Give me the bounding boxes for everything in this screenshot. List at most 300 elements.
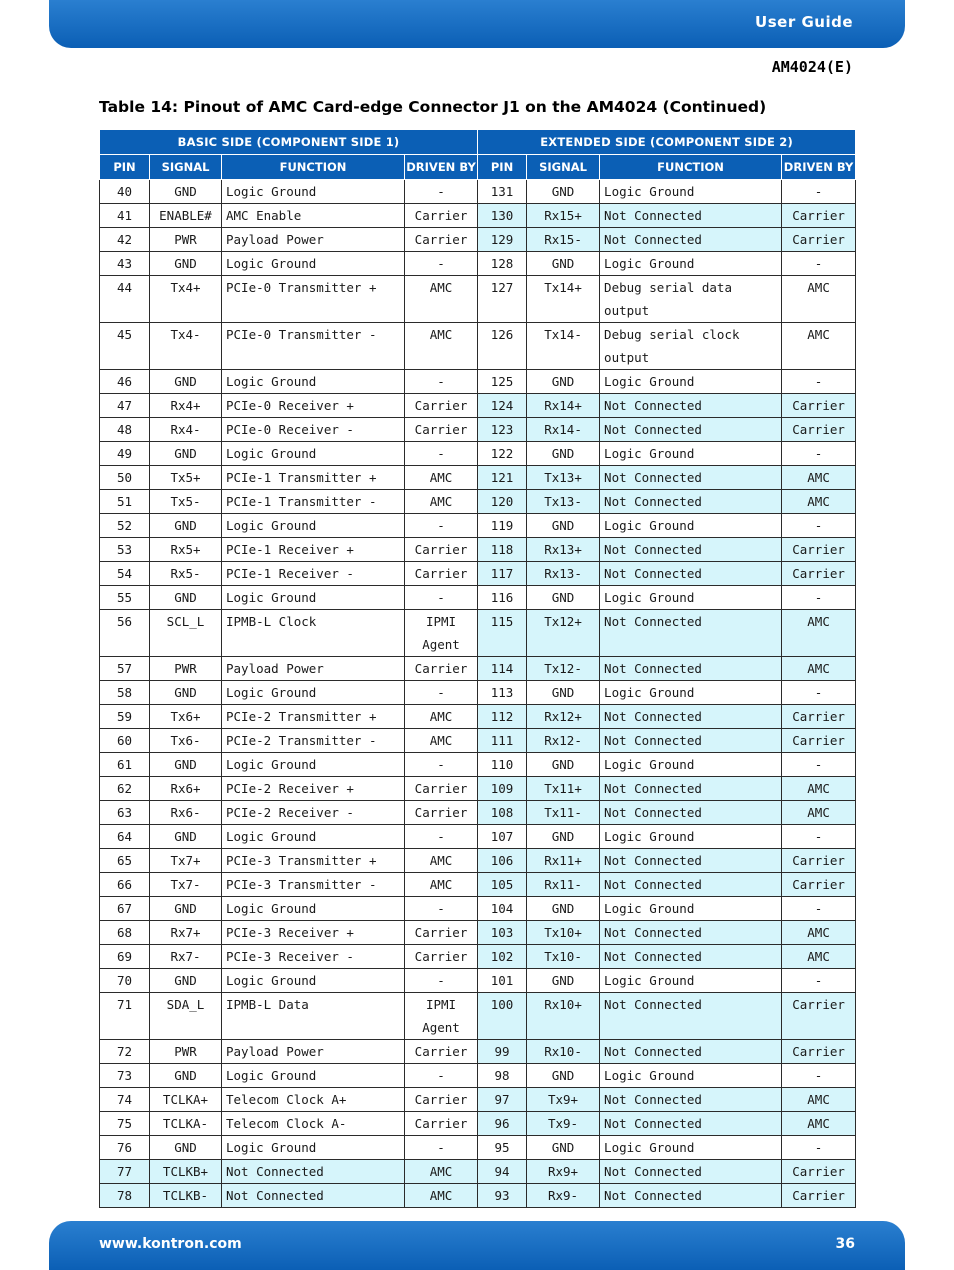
cell-signal: Rx14+ xyxy=(527,394,600,418)
cell-pin: 75 xyxy=(100,1112,150,1136)
cell-pin: 101 xyxy=(478,969,527,993)
cell-signal: GND xyxy=(527,1136,600,1160)
cell-pin: 62 xyxy=(100,777,150,801)
cell-signal: GND xyxy=(527,586,600,610)
cell-signal: Tx9- xyxy=(527,1112,600,1136)
col-driven-by: DRIVEN BY xyxy=(405,155,478,180)
cell-pin: 108 xyxy=(478,801,527,825)
table-row xyxy=(100,323,856,370)
cell-driven-by: Carrier xyxy=(405,204,478,228)
cell-pin: 53 xyxy=(100,538,150,562)
cell-function: Not Connected xyxy=(600,777,782,801)
page-number: 36 xyxy=(835,1236,855,1252)
table-row xyxy=(100,1088,856,1112)
cell-driven-by: AMC xyxy=(405,276,478,323)
cell-driven-by: Carrier xyxy=(405,801,478,825)
table-row xyxy=(100,945,856,969)
cell-driven-by: - xyxy=(405,969,478,993)
cell-function: Logic Ground xyxy=(600,180,782,204)
cell-signal: GND xyxy=(150,370,222,394)
col-function: FUNCTION xyxy=(600,155,782,180)
cell-signal: GND xyxy=(150,969,222,993)
cell-driven-by: - xyxy=(405,586,478,610)
cell-function: PCIe-2 Transmitter + xyxy=(222,705,405,729)
cell-driven-by: - xyxy=(405,1064,478,1088)
cell-pin: 71 xyxy=(100,993,150,1040)
cell-function: Not Connected xyxy=(600,1040,782,1064)
cell-signal: PWR xyxy=(150,228,222,252)
cell-pin: 44 xyxy=(100,276,150,323)
cell-function: Not Connected xyxy=(600,490,782,514)
cell-signal: Tx12+ xyxy=(527,610,600,657)
cell-function: Logic Ground xyxy=(222,180,405,204)
cell-driven-by: - xyxy=(405,681,478,705)
cell-signal: Rx9- xyxy=(527,1184,600,1208)
cell-signal: Rx5- xyxy=(150,562,222,586)
cell-pin: 43 xyxy=(100,252,150,276)
cell-pin: 63 xyxy=(100,801,150,825)
cell-signal: Tx14- xyxy=(527,323,600,370)
cell-pin: 99 xyxy=(478,1040,527,1064)
cell-function: PCIe-0 Transmitter - xyxy=(222,323,405,370)
cell-function: PCIe-0 Transmitter + xyxy=(222,276,405,323)
cell-driven-by: Carrier xyxy=(782,705,856,729)
cell-driven-by: Carrier xyxy=(405,777,478,801)
cell-function: IPMB-L Data xyxy=(222,993,405,1040)
cell-pin: 69 xyxy=(100,945,150,969)
cell-driven-by: - xyxy=(782,514,856,538)
cell-function: Logic Ground xyxy=(600,586,782,610)
cell-driven-by: AMC xyxy=(782,323,856,370)
cell-driven-by: Carrier xyxy=(405,921,478,945)
cell-driven-by: AMC xyxy=(782,1088,856,1112)
cell-driven-by: - xyxy=(782,1064,856,1088)
cell-function: Not Connected xyxy=(600,228,782,252)
cell-driven-by: Carrier xyxy=(405,1112,478,1136)
cell-function: Logic Ground xyxy=(600,969,782,993)
cell-pin: 130 xyxy=(478,204,527,228)
cell-pin: 67 xyxy=(100,897,150,921)
cell-signal: Rx12+ xyxy=(527,705,600,729)
cell-signal: Rx15- xyxy=(527,228,600,252)
cell-function: Not Connected xyxy=(600,418,782,442)
table-row xyxy=(100,252,856,276)
cell-driven-by: - xyxy=(782,897,856,921)
cell-pin: 126 xyxy=(478,323,527,370)
table-row xyxy=(100,897,856,921)
cell-signal: TCLKA+ xyxy=(150,1088,222,1112)
cell-signal: Tx10+ xyxy=(527,921,600,945)
cell-driven-by: - xyxy=(782,969,856,993)
cell-pin: 64 xyxy=(100,825,150,849)
cell-function: Logic Ground xyxy=(222,1064,405,1088)
cell-signal: Tx6+ xyxy=(150,705,222,729)
cell-signal: GND xyxy=(150,514,222,538)
cell-driven-by: - xyxy=(782,370,856,394)
col-function: FUNCTION xyxy=(222,155,405,180)
cell-signal: TCLKA- xyxy=(150,1112,222,1136)
cell-function: Logic Ground xyxy=(600,825,782,849)
cell-signal: Tx5+ xyxy=(150,466,222,490)
cell-driven-by: AMC xyxy=(782,657,856,681)
cell-signal: Rx5+ xyxy=(150,538,222,562)
cell-function: PCIe-3 Transmitter + xyxy=(222,849,405,873)
footer-url[interactable]: www.kontron.com xyxy=(99,1236,242,1252)
cell-signal: Tx7- xyxy=(150,873,222,897)
cell-driven-by: Carrier xyxy=(782,873,856,897)
cell-pin: 54 xyxy=(100,562,150,586)
table-row xyxy=(100,993,856,1040)
cell-driven-by: - xyxy=(405,514,478,538)
cell-pin: 94 xyxy=(478,1160,527,1184)
cell-function: Logic Ground xyxy=(222,753,405,777)
cell-pin: 65 xyxy=(100,849,150,873)
cell-signal: Tx7+ xyxy=(150,849,222,873)
cell-pin: 118 xyxy=(478,538,527,562)
cell-function: Not Connected xyxy=(600,1160,782,1184)
cell-function: Not Connected xyxy=(600,204,782,228)
cell-function: Not Connected xyxy=(600,657,782,681)
cell-driven-by: - xyxy=(782,681,856,705)
cell-driven-by: - xyxy=(405,1136,478,1160)
cell-pin: 106 xyxy=(478,849,527,873)
cell-signal: GND xyxy=(527,825,600,849)
col-driven-by: DRIVEN BY xyxy=(782,155,856,180)
cell-driven-by: AMC xyxy=(405,1184,478,1208)
cell-signal: GND xyxy=(527,1064,600,1088)
cell-function: Logic Ground xyxy=(222,897,405,921)
cell-signal: Rx10- xyxy=(527,1040,600,1064)
cell-pin: 128 xyxy=(478,252,527,276)
cell-driven-by: Carrier xyxy=(405,538,478,562)
cell-driven-by: Carrier xyxy=(782,204,856,228)
cell-function: Telecom Clock A+ xyxy=(222,1088,405,1112)
cell-signal: Rx13+ xyxy=(527,538,600,562)
table-row xyxy=(100,1040,856,1064)
cell-function: Logic Ground xyxy=(222,442,405,466)
cell-function: Not Connected xyxy=(600,466,782,490)
cell-driven-by: - xyxy=(405,370,478,394)
cell-pin: 107 xyxy=(478,825,527,849)
cell-pin: 125 xyxy=(478,370,527,394)
cell-pin: 117 xyxy=(478,562,527,586)
cell-function: Not Connected xyxy=(600,1088,782,1112)
cell-signal: Rx9+ xyxy=(527,1160,600,1184)
cell-driven-by: - xyxy=(405,897,478,921)
cell-function: PCIe-2 Transmitter - xyxy=(222,729,405,753)
cell-function: Logic Ground xyxy=(600,1064,782,1088)
cell-signal: Rx6- xyxy=(150,801,222,825)
cell-function: Logic Ground xyxy=(222,514,405,538)
cell-function: Logic Ground xyxy=(600,1136,782,1160)
cell-driven-by: AMC xyxy=(405,323,478,370)
cell-pin: 96 xyxy=(478,1112,527,1136)
cell-function: Debug serial clock output xyxy=(600,323,782,370)
cell-pin: 76 xyxy=(100,1136,150,1160)
cell-driven-by: Carrier xyxy=(782,1040,856,1064)
cell-pin: 73 xyxy=(100,1064,150,1088)
cell-pin: 74 xyxy=(100,1088,150,1112)
cell-driven-by: IPMI Agent xyxy=(405,993,478,1040)
table-row xyxy=(100,370,856,394)
cell-signal: TCLKB+ xyxy=(150,1160,222,1184)
cell-signal: Rx4+ xyxy=(150,394,222,418)
cell-signal: Rx12- xyxy=(527,729,600,753)
cell-driven-by: AMC xyxy=(405,466,478,490)
cell-driven-by: Carrier xyxy=(405,394,478,418)
table-row xyxy=(100,729,856,753)
cell-signal: SDA_L xyxy=(150,993,222,1040)
cell-signal: Rx6+ xyxy=(150,777,222,801)
cell-function: Logic Ground xyxy=(600,252,782,276)
cell-pin: 50 xyxy=(100,466,150,490)
cell-function: Not Connected xyxy=(600,610,782,657)
cell-function: Logic Ground xyxy=(222,969,405,993)
cell-signal: Tx13- xyxy=(527,490,600,514)
cell-signal: Tx12- xyxy=(527,657,600,681)
cell-pin: 124 xyxy=(478,394,527,418)
cell-function: PCIe-2 Receiver + xyxy=(222,777,405,801)
table-row xyxy=(100,1064,856,1088)
cell-pin: 100 xyxy=(478,993,527,1040)
cell-driven-by: Carrier xyxy=(782,394,856,418)
table-row xyxy=(100,1136,856,1160)
cell-function: PCIe-0 Receiver + xyxy=(222,394,405,418)
cell-driven-by: - xyxy=(782,753,856,777)
cell-pin: 111 xyxy=(478,729,527,753)
cell-signal: Rx14- xyxy=(527,418,600,442)
cell-driven-by: - xyxy=(782,442,856,466)
cell-function: Logic Ground xyxy=(600,681,782,705)
cell-signal: Rx4- xyxy=(150,418,222,442)
col-pin: PIN xyxy=(100,155,150,180)
table-row xyxy=(100,849,856,873)
table-row xyxy=(100,276,856,323)
cell-pin: 105 xyxy=(478,873,527,897)
cell-pin: 41 xyxy=(100,204,150,228)
cell-function: PCIe-1 Transmitter + xyxy=(222,466,405,490)
cell-function: PCIe-1 Receiver - xyxy=(222,562,405,586)
cell-driven-by: AMC xyxy=(782,801,856,825)
cell-function: Logic Ground xyxy=(222,1136,405,1160)
cell-function: PCIe-3 Receiver + xyxy=(222,921,405,945)
cell-signal: GND xyxy=(527,897,600,921)
table-row xyxy=(100,657,856,681)
cell-function: Logic Ground xyxy=(222,681,405,705)
cell-function: Debug serial data output xyxy=(600,276,782,323)
cell-function: Not Connected xyxy=(600,729,782,753)
cell-pin: 78 xyxy=(100,1184,150,1208)
table-row xyxy=(100,562,856,586)
table-row xyxy=(100,801,856,825)
cell-signal: PWR xyxy=(150,657,222,681)
cell-function: Telecom Clock A- xyxy=(222,1112,405,1136)
cell-pin: 119 xyxy=(478,514,527,538)
cell-signal: GND xyxy=(150,442,222,466)
header-title: User Guide xyxy=(755,13,853,31)
table-row xyxy=(100,204,856,228)
cell-function: Not Connected xyxy=(600,1112,782,1136)
cell-function: Logic Ground xyxy=(600,514,782,538)
table-row xyxy=(100,442,856,466)
cell-signal: Rx7- xyxy=(150,945,222,969)
cell-driven-by: AMC xyxy=(405,705,478,729)
cell-pin: 112 xyxy=(478,705,527,729)
cell-driven-by: Carrier xyxy=(405,1088,478,1112)
table-row xyxy=(100,753,856,777)
cell-function: IPMB-L Clock xyxy=(222,610,405,657)
table-row xyxy=(100,228,856,252)
table-row xyxy=(100,969,856,993)
cell-driven-by: - xyxy=(405,442,478,466)
cell-pin: 40 xyxy=(100,180,150,204)
table-row xyxy=(100,490,856,514)
cell-driven-by: AMC xyxy=(782,466,856,490)
cell-driven-by: Carrier xyxy=(782,1160,856,1184)
cell-signal: GND xyxy=(150,252,222,276)
cell-pin: 77 xyxy=(100,1160,150,1184)
table-row xyxy=(100,610,856,657)
cell-signal: GND xyxy=(150,897,222,921)
table-row xyxy=(100,777,856,801)
cell-pin: 60 xyxy=(100,729,150,753)
cell-pin: 66 xyxy=(100,873,150,897)
cell-pin: 123 xyxy=(478,418,527,442)
cell-signal: Tx13+ xyxy=(527,466,600,490)
cell-pin: 127 xyxy=(478,276,527,323)
cell-function: Not Connected xyxy=(600,1184,782,1208)
cell-signal: Tx6- xyxy=(150,729,222,753)
table-row xyxy=(100,1112,856,1136)
cell-signal: GND xyxy=(527,180,600,204)
table-row xyxy=(100,514,856,538)
cell-function: Not Connected xyxy=(600,849,782,873)
cell-signal: GND xyxy=(150,1064,222,1088)
cell-signal: Rx7+ xyxy=(150,921,222,945)
cell-driven-by: Carrier xyxy=(405,1040,478,1064)
cell-signal: GND xyxy=(150,825,222,849)
cell-function: Logic Ground xyxy=(222,825,405,849)
cell-driven-by: Carrier xyxy=(405,945,478,969)
cell-pin: 56 xyxy=(100,610,150,657)
cell-pin: 47 xyxy=(100,394,150,418)
table-row xyxy=(100,418,856,442)
cell-signal: PWR xyxy=(150,1040,222,1064)
cell-function: Logic Ground xyxy=(600,370,782,394)
cell-function: Payload Power xyxy=(222,657,405,681)
table-row xyxy=(100,394,856,418)
cell-function: PCIe-0 Receiver - xyxy=(222,418,405,442)
cell-driven-by: - xyxy=(782,586,856,610)
cell-function: Logic Ground xyxy=(600,897,782,921)
cell-pin: 98 xyxy=(478,1064,527,1088)
cell-signal: GND xyxy=(150,1136,222,1160)
cell-pin: 93 xyxy=(478,1184,527,1208)
cell-function: PCIe-1 Transmitter - xyxy=(222,490,405,514)
cell-function: PCIe-1 Receiver + xyxy=(222,538,405,562)
cell-signal: GND xyxy=(527,442,600,466)
cell-driven-by: Carrier xyxy=(782,228,856,252)
cell-signal: Rx13- xyxy=(527,562,600,586)
cell-signal: GND xyxy=(527,681,600,705)
cell-function: Not Connected xyxy=(600,993,782,1040)
cell-signal: Tx11- xyxy=(527,801,600,825)
cell-function: Not Connected xyxy=(222,1160,405,1184)
cell-function: PCIe-3 Transmitter - xyxy=(222,873,405,897)
cell-signal: Tx4+ xyxy=(150,276,222,323)
cell-pin: 109 xyxy=(478,777,527,801)
col-pin: PIN xyxy=(478,155,527,180)
table-row xyxy=(100,825,856,849)
table-row xyxy=(100,180,856,204)
cell-driven-by: Carrier xyxy=(782,729,856,753)
cell-pin: 68 xyxy=(100,921,150,945)
cell-driven-by: Carrier xyxy=(405,228,478,252)
cell-driven-by: Carrier xyxy=(782,418,856,442)
table-row xyxy=(100,1160,856,1184)
cell-pin: 102 xyxy=(478,945,527,969)
table-row xyxy=(100,921,856,945)
table-row xyxy=(100,873,856,897)
footer-bar xyxy=(49,1221,905,1270)
cell-driven-by: AMC xyxy=(782,490,856,514)
cell-pin: 51 xyxy=(100,490,150,514)
cell-function: PCIe-2 Receiver - xyxy=(222,801,405,825)
cell-driven-by: Carrier xyxy=(782,849,856,873)
cell-pin: 70 xyxy=(100,969,150,993)
cell-driven-by: - xyxy=(782,180,856,204)
cell-function: Logic Ground xyxy=(222,252,405,276)
cell-function: Not Connected xyxy=(600,873,782,897)
cell-pin: 49 xyxy=(100,442,150,466)
cell-driven-by: AMC xyxy=(782,1112,856,1136)
table-title: Table 14: Pinout of AMC Card-edge Connector J1 on the AM4024 (Continued) xyxy=(99,98,767,116)
cell-pin: 57 xyxy=(100,657,150,681)
cell-pin: 115 xyxy=(478,610,527,657)
cell-function: Not Connected xyxy=(600,538,782,562)
table-row xyxy=(100,538,856,562)
cell-pin: 97 xyxy=(478,1088,527,1112)
table-row xyxy=(100,466,856,490)
cell-driven-by: AMC xyxy=(405,1160,478,1184)
cell-pin: 46 xyxy=(100,370,150,394)
col-signal: SIGNAL xyxy=(527,155,600,180)
cell-pin: 122 xyxy=(478,442,527,466)
cell-function: Payload Power xyxy=(222,228,405,252)
cell-signal: Rx11+ xyxy=(527,849,600,873)
cell-function: Not Connected xyxy=(600,705,782,729)
cell-function: AMC Enable xyxy=(222,204,405,228)
cell-function: Logic Ground xyxy=(600,442,782,466)
cell-pin: 129 xyxy=(478,228,527,252)
cell-function: Not Connected xyxy=(600,945,782,969)
cell-driven-by: Carrier xyxy=(405,657,478,681)
cell-signal: Rx10+ xyxy=(527,993,600,1040)
cell-pin: 114 xyxy=(478,657,527,681)
cell-pin: 110 xyxy=(478,753,527,777)
cell-signal: Tx4- xyxy=(150,323,222,370)
cell-pin: 48 xyxy=(100,418,150,442)
cell-driven-by: AMC xyxy=(405,849,478,873)
cell-driven-by: IPMI Agent xyxy=(405,610,478,657)
cell-pin: 45 xyxy=(100,323,150,370)
cell-driven-by: - xyxy=(782,252,856,276)
cell-pin: 72 xyxy=(100,1040,150,1064)
pinout-table xyxy=(99,129,856,1208)
cell-function: Logic Ground xyxy=(222,586,405,610)
table-row xyxy=(100,681,856,705)
cell-signal: GND xyxy=(527,514,600,538)
